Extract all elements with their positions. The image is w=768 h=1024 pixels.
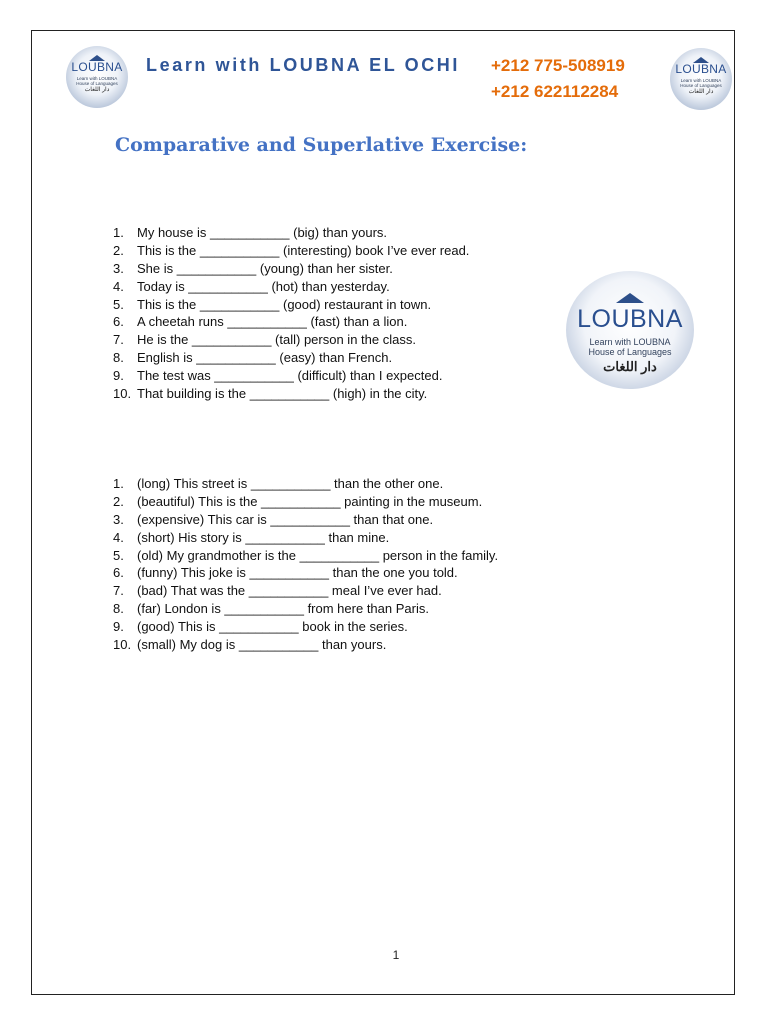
exercise-item <box>113 475 498 493</box>
phone-2: +212 622112284 <box>491 82 619 101</box>
logo-line-1: Learn with LOUBNA <box>76 76 118 81</box>
item-text: She is ___________ (young) than her sister. <box>137 260 393 276</box>
item-number: 5. <box>113 547 124 563</box>
item-number: 3. <box>113 260 124 276</box>
logo-line-1: Learn with LOUBNA <box>589 337 671 347</box>
item-text: This is the ___________ (interesting) book I’ve ever read. <box>137 242 470 258</box>
page-number: 1 <box>392 948 400 962</box>
exercise-item <box>113 296 469 314</box>
exercise-item <box>113 385 469 403</box>
exercise-list-2 <box>113 475 498 654</box>
logo-brand: LOUBNA <box>675 62 727 76</box>
item-text: (funny) This joke is ___________ than the one you told. <box>137 565 458 581</box>
item-number: 1. <box>113 225 124 240</box>
item-text: (expensive) This car is ___________ than that one. <box>137 511 434 527</box>
item-number: 9. <box>113 368 124 384</box>
item-text: (far) London is ___________ from here than Paris. <box>137 601 429 617</box>
logo-large <box>566 271 694 389</box>
exercise-item <box>113 313 469 331</box>
item-text: (good) This is ___________ book in the series. <box>137 619 408 635</box>
exercise-item <box>113 636 498 654</box>
logo-brand: LOUBNA <box>577 305 683 333</box>
logo-line-1: Learn with LOUBNA <box>680 78 722 83</box>
item-text: Today is ___________ (hot) than yesterday. <box>137 278 390 294</box>
exercise-list-1 <box>113 224 469 403</box>
phone-1: +212 775-508919 <box>491 56 625 75</box>
exercise-item <box>113 529 498 547</box>
item-text: English is ___________ (easy) than French. <box>137 350 393 366</box>
logo-right <box>670 48 732 110</box>
exercise-item <box>113 224 469 242</box>
item-text: (small) My dog is ___________ than yours. <box>137 637 387 653</box>
exercise-item <box>113 600 498 618</box>
logo-line-2: House of Languages <box>76 81 118 86</box>
item-number: 4. <box>113 529 124 545</box>
item-number: 7. <box>113 332 124 348</box>
logo-arabic: دار اللغات <box>603 359 657 374</box>
logo-brand: LOUBNA <box>71 60 123 74</box>
item-number: 6. <box>113 314 124 330</box>
exercise-item <box>113 493 498 511</box>
item-number: 7. <box>113 583 124 599</box>
exercise-item <box>113 367 469 385</box>
exercise-item <box>113 278 469 296</box>
item-text: (old) My grandmother is the ___________ person in the family. <box>137 547 499 563</box>
logo-arabic: دار اللغات <box>84 87 110 93</box>
item-text: (beautiful) This is the ___________ painting in the museum. <box>137 493 483 509</box>
logo-left <box>66 46 128 108</box>
logo-arabic: دار اللغات <box>688 89 714 95</box>
header-text: Learn with LOUBNA EL OCHI <box>146 55 461 75</box>
item-text: This is the ___________ (good) restaurant in town. <box>137 296 432 312</box>
exercise-item <box>113 582 498 600</box>
exercise-item <box>113 331 469 349</box>
exercise-item <box>113 511 498 529</box>
exercise-item <box>113 564 498 582</box>
item-text: He is the ___________ (tall) person in the class. <box>137 332 416 348</box>
item-number: 5. <box>113 296 124 312</box>
item-number: 2. <box>113 493 124 509</box>
item-text: (long) This street is ___________ than the other one. <box>137 476 444 491</box>
item-text: (short) His story is ___________ than mine. <box>137 529 390 545</box>
page-title: Comparative and Superlative Exercise: <box>115 134 528 156</box>
item-number: 2. <box>113 242 124 258</box>
item-number: 8. <box>113 601 124 617</box>
exercise-item <box>113 547 498 565</box>
item-text: A cheetah runs ___________ (fast) than a lion. <box>137 314 408 330</box>
item-number: 9. <box>113 619 124 635</box>
item-text: My house is ___________ (big) than yours. <box>137 225 388 240</box>
exercise-item <box>113 242 469 260</box>
item-number: 8. <box>113 350 124 366</box>
logo-line-2: House of Languages <box>680 83 722 88</box>
item-number: 6. <box>113 565 124 581</box>
item-text: The test was ___________ (difficult) than I expected. <box>137 368 443 384</box>
item-number: 4. <box>113 278 124 294</box>
logo-line-2: House of Languages <box>588 347 672 357</box>
exercise-item <box>113 349 469 367</box>
item-number: 1. <box>113 476 124 491</box>
exercise-item <box>113 618 498 636</box>
item-text: (bad) That was the ___________ meal I’ve ever had. <box>137 583 442 599</box>
item-number: 3. <box>113 511 124 527</box>
exercise-item <box>113 260 469 278</box>
graduation-cap-icon <box>616 293 644 303</box>
item-text: That building is the ___________ (high) in the city. <box>137 386 428 402</box>
item-number: 10. <box>113 637 132 653</box>
item-number: 10. <box>113 386 132 402</box>
